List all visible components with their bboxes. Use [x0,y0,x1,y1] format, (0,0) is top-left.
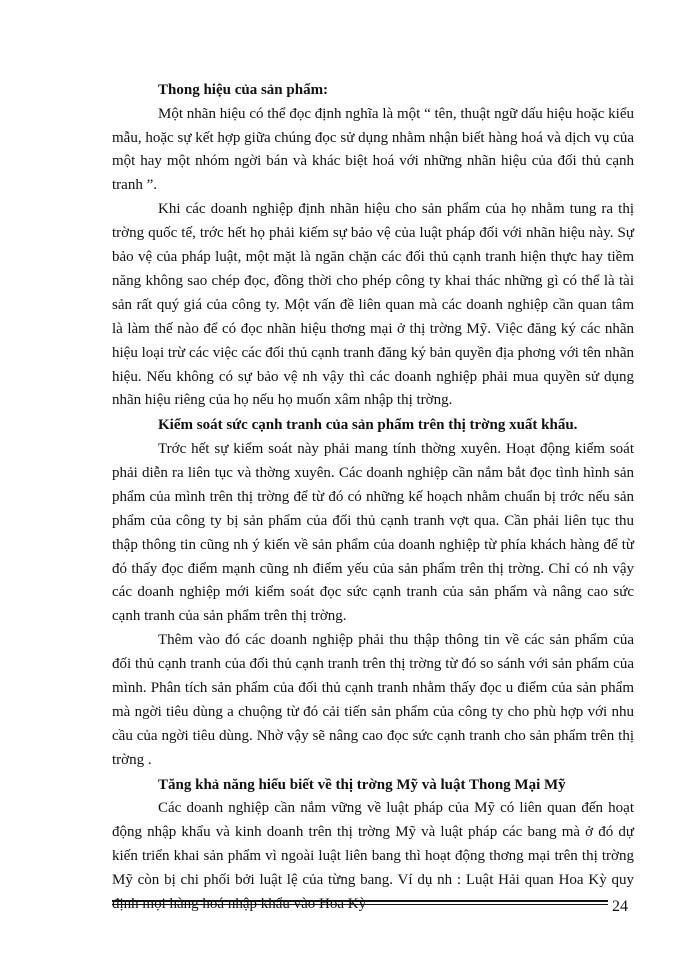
document-body [112,78,634,917]
footer-divider [112,900,608,905]
paragraph-competitor-info: Thêm vào đó các doanh nghiệp phải thu thập thông tin về các sản phẩm của đối thủ cạnh tranh của đối thủ cạnh tranh trên thị trờng từ đó so sánh với sản phẩm của mình. Phân tích sản phẩm của đối thủ cạnh tranh nhằm thấy đọc u điểm của sản phẩm mà ngời tiêu dùng a chuộng từ đó cải tiến sản phẩm của công ty cho phù hợp với nhu cầu của ngời tiêu dùng. Nhờ vậy sẽ nâng cao đọc sức cạnh tranh cho sản phẩm trên thị trờng . [112,632,634,768]
page-number: 24 [612,898,628,915]
paragraph-us-law: Các doanh nghiệp cần nắm vững về luật pháp của Mỹ có liên quan đến hoạt động nhập khẩu và kinh doanh trên thị trờng Mỹ và luật pháp các bang mà ở đó dự kiến triển khai sản phẩm vì ngoài luật liên bang thì hoạt động thơng mại trên thị trờng Mỹ còn bị chi phối bởi luật lệ của từng bang. Ví dụ nh : Luật Hải quan Hoa Kỳ quy định mọi hàng hoá nhập khẩu vào Hoa Kỳ [112,800,634,912]
section-heading-us-market-law: Tăng khả năng hiểu biết về thị trờng Mỹ và luật Thong Mại Mỹ [158,776,566,793]
paragraph-competition-control: Trớc hết sự kiểm soát này phải mang tính thờng xuyên. Hoạt động kiểm soát phải diễn ra liên tục và thờng xuyên. Các doanh nghiệp cần nắm bắt đọc tình hình sản phẩm của mình trên thị trờng để từ đó có những kế hoạch nhằm chuẩn bị trớc nếu sản phẩm của công ty bị sản phẩm của đối thủ cạnh tranh vợt qua. Cần phải liên tục thu thập thông tin cũng nh ý kiến về sản phẩm của doanh nghiệp từ phía khách hàng để từ đó thấy đọc điểm mạnh cũng nh điểm yếu của sản phẩm trên thị trờng. Chỉ có nh vậy các doanh nghiệp mới kiểm soát đọc sức cạnh tranh của sản phẩm và nâng cao sức cạnh tranh của sản phẩm trên thị trờng. [112,440,634,625]
section-heading-competition-control: Kiểm soát sức cạnh tranh của sản phẩm trên thị trờng xuất khẩu. [158,417,578,434]
paragraph-brand-definition: Một nhãn hiệu có thể đọc định nghĩa là một “ tên, thuật ngữ dấu hiệu hoặc kiểu mẫu, hoặc sự kết hợp giữa chúng đọc sử dụng nhằm nhận biết hàng hoá và dịch vụ của một hay một nhóm ngời bán và khác biệt hoá với những nhãn hiệu của đối thủ cạnh tranh ”. [112,105,634,194]
paragraph-brand-protection: Khi các doanh nghiệp định nhãn hiệu cho sản phẩm của họ nhằm tung ra thị trờng quốc tế, trớc hết họ phải kiếm sự bảo vệ của luật pháp đối với nhãn hiệu này. Sự bảo vệ của pháp luật, một mặt là ngăn chặn các đối thủ cạnh tranh hiện thực hay tiềm năng không sao chép đọc, đồng thời cho phép công ty khai thác những gì có thể là tài sản rất quý giá của công ty. Một vấn đề liên quan mà các doanh nghiệp cần quan tâm là làm thế nào để có đọc nhãn hiệu thơng mại ở thị trờng Mỹ. Việc đăng ký các nhãn hiệu loại trừ các việc các đối thủ cạnh tranh đăng ký bản quyền địa phơng với tên nhãn hiệu. Nếu không có sự bảo vệ nh vậy thì các doanh nghiệp phải mua quyền sử dụng nhãn hiệu riêng của họ nếu họ muốn xâm nhập thị trờng. [112,201,634,409]
section-heading-brand: Thong hiệu của sản phẩm: [158,82,329,98]
